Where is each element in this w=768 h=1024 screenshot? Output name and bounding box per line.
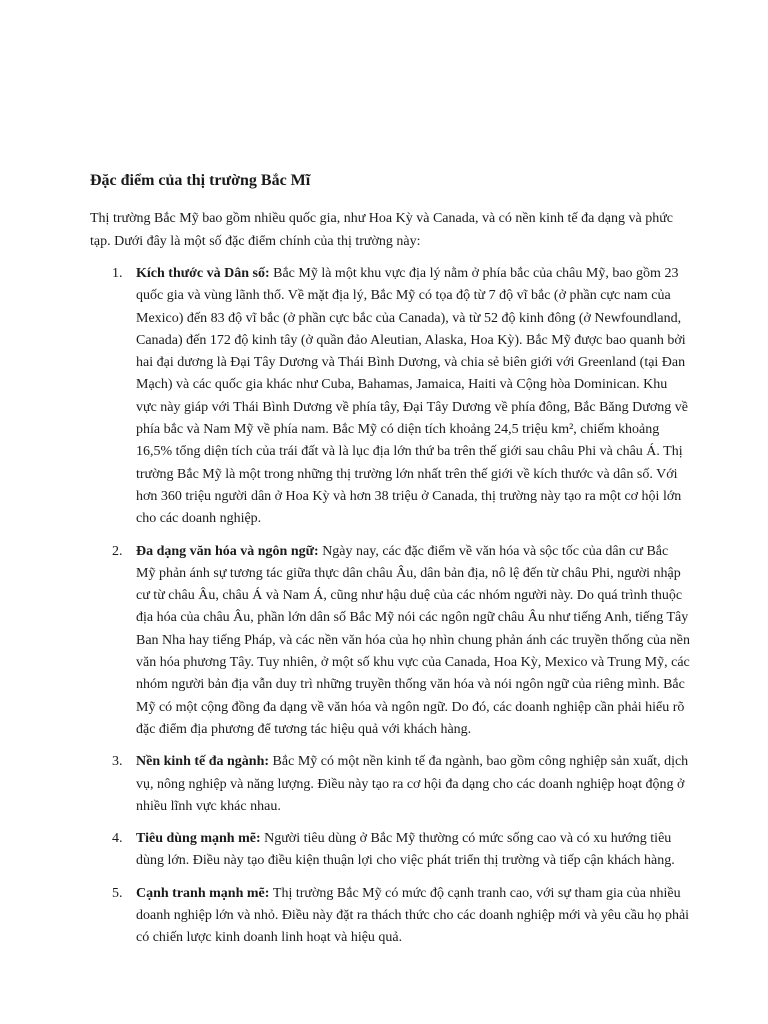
list-item-text: Ngày nay, các đặc điểm về văn hóa và sộc tốc của dân cư Bắc Mỹ phản ánh sự tương tác giữa thực dân châu Âu, dân bản địa, nô lệ đến từ châu Phi, người nhập cư từ châu Âu, châu Á và Nam Á, cũng như hậu duệ của các nhóm người này. Do quá trình thuộc địa hóa của châu Âu, phần lớn dân số Bắc Mỹ nói các ngôn ngữ châu Âu như tiếng Anh, tiếng Tây Ban Nha hay tiếng Pháp, và các nền văn hóa của họ nhìn chung phản ánh các truyền thống của nền văn hóa phương Tây. Tuy nhiên, ở một số khu vực của Canada, Hoa Kỳ, Mexico và Trung Mỹ, các nhóm người bản địa vẫn duy trì những truyền thống văn hóa và nói ngôn ngữ của riêng mình. Bắc Mỹ có một cộng đồng đa dạng về văn hóa và ngôn ngữ. Do đó, các doanh nghiệp cần phải hiểu rõ đặc điểm địa phương để tương tác hiệu quả với khách hàng. — [136, 543, 690, 737]
list-item — [90, 751, 690, 818]
list-item-term: Kích thước và Dân số: — [136, 266, 274, 281]
list-item-number: 5. — [112, 885, 123, 901]
list-item-number: 1. — [112, 266, 123, 281]
list-item-number: 2. — [112, 543, 123, 559]
intro-paragraph: Thị trường Bắc Mỹ bao gồm nhiều quốc gia, như Hoa Kỳ và Canada, và có nền kinh tế đa dạng và phức tạp. Dưới đây là một số đặc điểm chính của thị trường này: — [90, 211, 674, 249]
list-item — [90, 883, 690, 950]
list-item-number: 3. — [112, 754, 123, 770]
list-item-number: 4. — [112, 831, 123, 847]
document-heading: Đặc điểm của thị trường Bắc Mĩ — [90, 172, 311, 189]
list-item — [90, 263, 690, 531]
list-item-text: Thị trường Bắc Mỹ có mức độ cạnh tranh cao, với sự tham gia của nhiều doanh nghiệp lớn và nhỏ. Điều này đặt ra thách thức cho các doanh nghiệp mới và yêu cầu họ phải có chiến lược kinh doanh linh hoạt và hiệu quả. — [136, 885, 690, 946]
list-item — [90, 541, 690, 742]
list-item-term: Đa dạng văn hóa và ngôn ngữ: — [136, 543, 323, 559]
document-page — [90, 170, 690, 960]
list-item-term: Tiêu dùng mạnh mẽ: — [136, 831, 265, 847]
feature-list — [90, 263, 690, 950]
list-item-term: Nền kinh tế đa ngành: — [136, 754, 273, 770]
list-item-term: Cạnh tranh mạnh mẽ: — [136, 885, 273, 901]
list-item-text: Người tiêu dùng ở Bắc Mỹ thường có mức sống cao và có xu hướng tiêu dùng lớn. Điều này tạo điều kiện thuận lợi cho việc phát triển thị trường và tiếp cận khách hàng. — [136, 831, 675, 869]
list-item-text: Bắc Mỹ là một khu vực địa lý nằm ở phía bắc của châu Mỹ, bao gồm 23 quốc gia và vùng lãnh thổ. Về mặt địa lý, Bắc Mỹ có tọa độ từ 7 độ vĩ bắc (ở phần cực nam của Mexico) đến 83 độ vĩ bắc (ở phần cực bắc của Canada), và từ 52 độ kinh đông (ở Newfoundland, Canada) đến 172 độ kinh tây (ở quần đảo Aleutian, Alaska, Hoa Kỳ). Bắc Mỹ được bao quanh bởi hai đại dương là Đại Tây Dương và Thái Bình Dương, và chia sẻ biên giới với Greenland (tại Đan Mạch) và các quốc gia khác như Cuba, Bahamas, Jamaica, Haiti và Cộng hòa Dominican. Khu vực này giáp với Thái Bình Dương về phía tây, Đại Tây Dương về phía đông, Bắc Băng Dương về phía bắc và Nam Mỹ về phía nam. Bắc Mỹ có diện tích khoảng 24,5 triệu km², chiếm khoảng 16,5% tổng diện tích của trái đất và là lục địa lớn thứ ba trên thế giới sau châu Phi và châu Á. Thị trường Bắc Mỹ là một trong những thị trường lớn nhất trên thế giới về kích thước và dân số. Với hơn 360 triệu người dân ở Hoa Kỳ và hơn 38 triệu ở Canada, thị trường này tạo ra một cơ hội lớn cho các doanh nghiệp. — [136, 266, 688, 527]
list-item-text: Bắc Mỹ có một nền kinh tế đa ngành, bao gồm công nghiệp sản xuất, dịch vụ, nông nghiệp và năng lượng. Điều này tạo ra cơ hội đa dạng cho các doanh nghiệp hoạt động ở nhiều lĩnh vực khác nhau. — [136, 754, 689, 814]
list-item — [90, 828, 690, 873]
